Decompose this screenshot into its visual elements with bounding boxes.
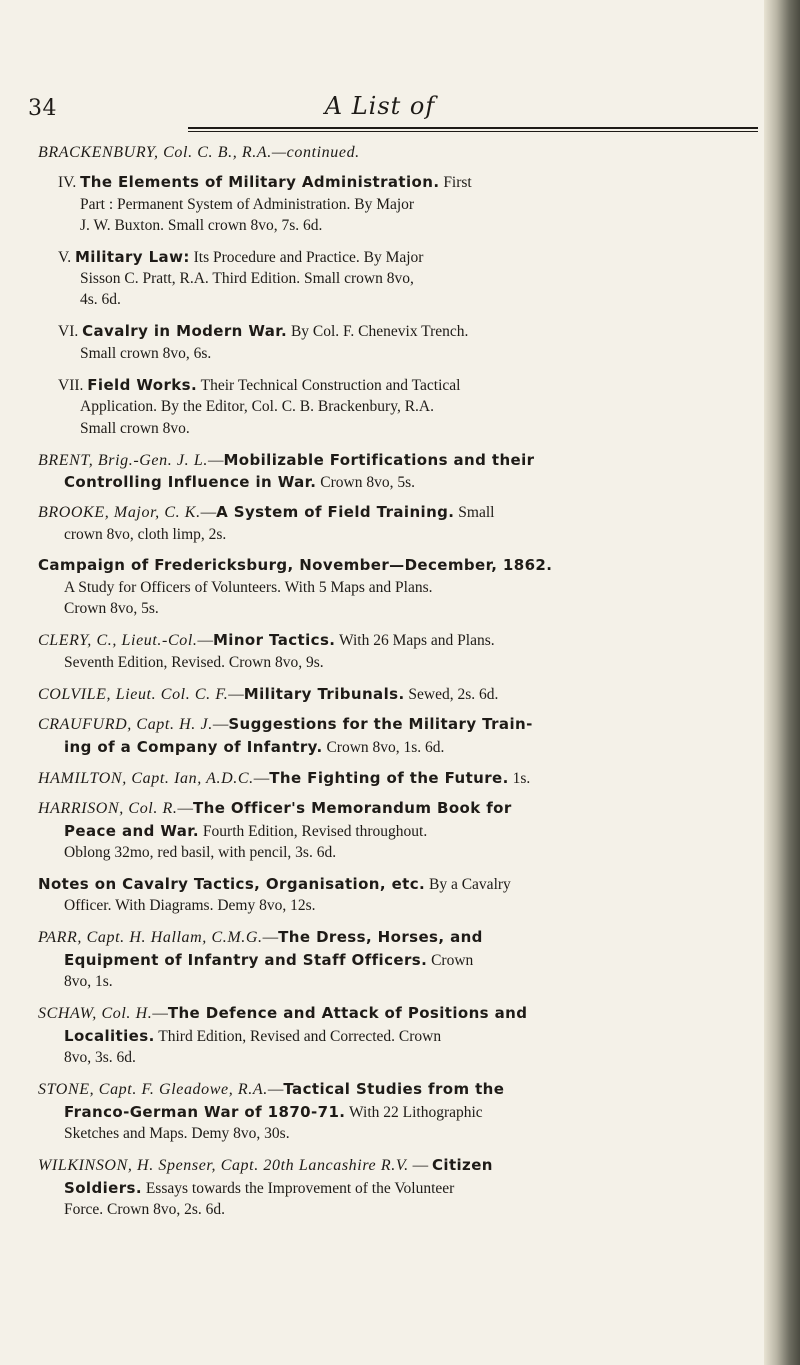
entry-line (38, 927, 483, 948)
book-details: Application. By the Editor, Col. C. B. Brackenbury, R.A. (80, 398, 434, 415)
book-title: The Elements of Military Administration. (80, 173, 440, 191)
page-number: 34 (28, 96, 57, 121)
entry-line (38, 555, 552, 576)
entry-line (80, 344, 211, 364)
entry-line (38, 1079, 504, 1100)
book-title: Minor Tactics. (212, 631, 336, 649)
author-name: CLERY, C., Lieut.-Col. (38, 632, 198, 649)
entry-line (64, 578, 432, 598)
book-title: Cavalry in Modern War. (82, 322, 288, 340)
book-details: With 22 Lithographic (345, 1104, 483, 1121)
book-title: Tactical Studies from the (283, 1080, 505, 1098)
entry-line (64, 653, 324, 673)
book-details: Small crown 8vo. (80, 420, 190, 437)
author-name: STONE, Capt. F. Gleadowe, R.A. (38, 1081, 268, 1098)
author-name: PARR, Capt. H. Hallam, C.M.G. (38, 929, 263, 946)
book-title: ing of a Company of Infantry. (64, 738, 323, 756)
entry-line (80, 419, 190, 439)
entry-line (38, 684, 498, 705)
entry-line (58, 172, 472, 193)
book-details: Crown 8vo, 5s. (64, 600, 159, 617)
book-title: Suggestions for the Military Train- (228, 715, 533, 733)
entry-line (38, 143, 360, 163)
book-details: — (197, 632, 213, 649)
book-details: Their Technical Construction and Tactical (197, 377, 461, 394)
book-details: Essays towards the Improvement of the Volunteer (141, 1180, 455, 1197)
book-details: Crown (427, 952, 474, 969)
book-details: By a Cavalry (425, 876, 511, 893)
entry-line (80, 216, 322, 236)
entry-line (64, 821, 427, 842)
entry-line (64, 1200, 225, 1220)
book-details: Force. Crown 8vo, 2s. 6d. (64, 1201, 226, 1218)
book-details: 4s. 6d. (80, 291, 121, 308)
book-title: Controlling Influence in War. (64, 473, 317, 491)
entry-line (64, 1124, 290, 1144)
book-title: The Fighting of the Future. (269, 769, 509, 787)
volume-number: IV. (58, 174, 81, 191)
book-details: A Study for Officers of Volunteers. With 5 Maps and Plans. (64, 579, 433, 596)
book-details: J. W. Buxton. Small crown 8vo, 7s. 6d. (80, 217, 323, 234)
book-details: — (262, 929, 279, 946)
book-spine-shadow (764, 0, 800, 1365)
entry-line (38, 714, 533, 735)
entry-line (38, 630, 495, 651)
book-title: Military Tribunals. (243, 685, 405, 703)
book-title: Military Law: (74, 248, 190, 266)
book-details: Crown 8vo, 1s. 6d. (322, 739, 445, 756)
book-title: Peace and War. (64, 822, 200, 840)
book-details: — (228, 686, 244, 703)
book-details: crown 8vo, cloth limp, 2s. (64, 526, 227, 543)
book-details: Sketches and Maps. Demy 8vo, 30s. (64, 1125, 290, 1142)
entry-line (80, 269, 414, 289)
book-details: Officer. With Diagrams. Demy 8vo, 12s. (64, 897, 316, 914)
entry-line (64, 1102, 483, 1123)
entry-line (64, 896, 316, 916)
book-title: A System of Field Training. (216, 503, 455, 521)
entry-line (38, 502, 494, 523)
book-title: Field Works. (87, 376, 198, 394)
author-name: SCHAW, Col. H. (38, 1005, 153, 1022)
author-name: HARRISON, Col. R. (38, 800, 178, 817)
entry-line (80, 397, 434, 417)
book-details: Oblong 32mo, red basil, with pencil, 3s. 6d. (64, 844, 337, 861)
book-details: Third Edition, Revised and Corrected. Crown (154, 1028, 442, 1045)
author-name: WILKINSON, H. Spenser, Capt. 20th Lancashire R.V. (38, 1157, 409, 1174)
entry-line (64, 525, 226, 545)
book-details: By Col. F. Chenevix Trench. (287, 323, 469, 340)
author-name: CRAUFURD, Capt. H. J. (38, 716, 213, 733)
entry-line (64, 737, 444, 758)
book-title: Notes on Cavalry Tactics, Organisation, etc. (38, 875, 426, 893)
entry-line (80, 290, 121, 310)
book-title: The Officer's Memorandum Book for (193, 799, 512, 817)
author-name: BRENT, Brig.-Gen. J. L. (38, 452, 208, 469)
book-details: — (152, 1005, 168, 1022)
book-title: Equipment of Infantry and Staff Officers. (64, 951, 428, 969)
entry-line (64, 1026, 441, 1047)
book-details: 8vo, 3s. 6d. (64, 1049, 136, 1066)
book-title: Mobilizable Fortifications and their (223, 451, 535, 469)
book-details: Small crown 8vo, 6s. (80, 345, 212, 362)
book-details: Sewed, 2s. 6d. (404, 686, 499, 703)
book-details: Its Procedure and Practice. By Major (189, 249, 424, 266)
author-name: BRACKENBURY, Col. C. B., R.A.—continued. (38, 144, 360, 161)
entry-line (64, 972, 113, 992)
book-details: First (439, 174, 472, 191)
header-rule-thin (188, 131, 758, 132)
book-details: Sisson C. Pratt, R.A. Third Edition. Small crown 8vo, (80, 270, 414, 287)
book-title: Soldiers. (64, 1179, 142, 1197)
entry-line (64, 843, 336, 863)
book-details: — (267, 1081, 284, 1098)
entry-line (38, 874, 511, 895)
entry-line (38, 450, 534, 471)
book-details: Seventh Edition, Revised. Crown 8vo, 9s. (64, 654, 324, 671)
book-title: The Dress, Horses, and (278, 928, 483, 946)
book-details: Fourth Edition, Revised throughout. (199, 823, 428, 840)
entry-line (58, 375, 460, 396)
volume-number: V. (58, 249, 75, 266)
entry-line (38, 798, 512, 819)
header-rule (188, 127, 758, 129)
book-details: Small (454, 504, 495, 521)
book-title: Citizen (432, 1156, 493, 1174)
book-details: — (253, 770, 270, 787)
book-details: Crown 8vo, 5s. (316, 474, 416, 491)
entry-line (80, 195, 414, 215)
book-details: 1s. (508, 770, 531, 787)
book-details: — (200, 504, 217, 521)
book-details: Part : Permanent System of Administration. By Major (80, 196, 415, 213)
book-details: — (408, 1157, 432, 1174)
author-name: BROOKE, Major, C. K. (38, 504, 201, 521)
book-title: Localities. (64, 1027, 155, 1045)
running-title: A List of (324, 92, 436, 120)
book-details: 8vo, 1s. (64, 973, 113, 990)
book-title: The Defence and Attack of Positions and (167, 1004, 528, 1022)
book-details: — (207, 452, 224, 469)
entry-line (64, 1178, 454, 1199)
book-title: Franco-German War of 1870-71. (64, 1103, 346, 1121)
entry-line (64, 472, 415, 493)
entry-line (58, 321, 468, 342)
entry-line (38, 1003, 527, 1024)
entry-line (64, 1048, 136, 1068)
author-name: HAMILTON, Capt. Ian, A.D.C. (38, 770, 254, 787)
book-details: — (177, 800, 194, 817)
volume-number: VII. (58, 377, 88, 394)
author-name: COLVILE, Lieut. Col. C. F. (38, 686, 229, 703)
volume-number: VI. (58, 323, 83, 340)
book-title: Campaign of Fredericksburg, November—December, 1862. (38, 556, 553, 574)
entry-line (58, 247, 423, 268)
entry-line (64, 599, 159, 619)
entry-line (64, 950, 473, 971)
entry-line (38, 768, 530, 789)
book-details: With 26 Maps and Plans. (335, 632, 495, 649)
entry-line (38, 1155, 493, 1176)
book-details: — (212, 716, 229, 733)
